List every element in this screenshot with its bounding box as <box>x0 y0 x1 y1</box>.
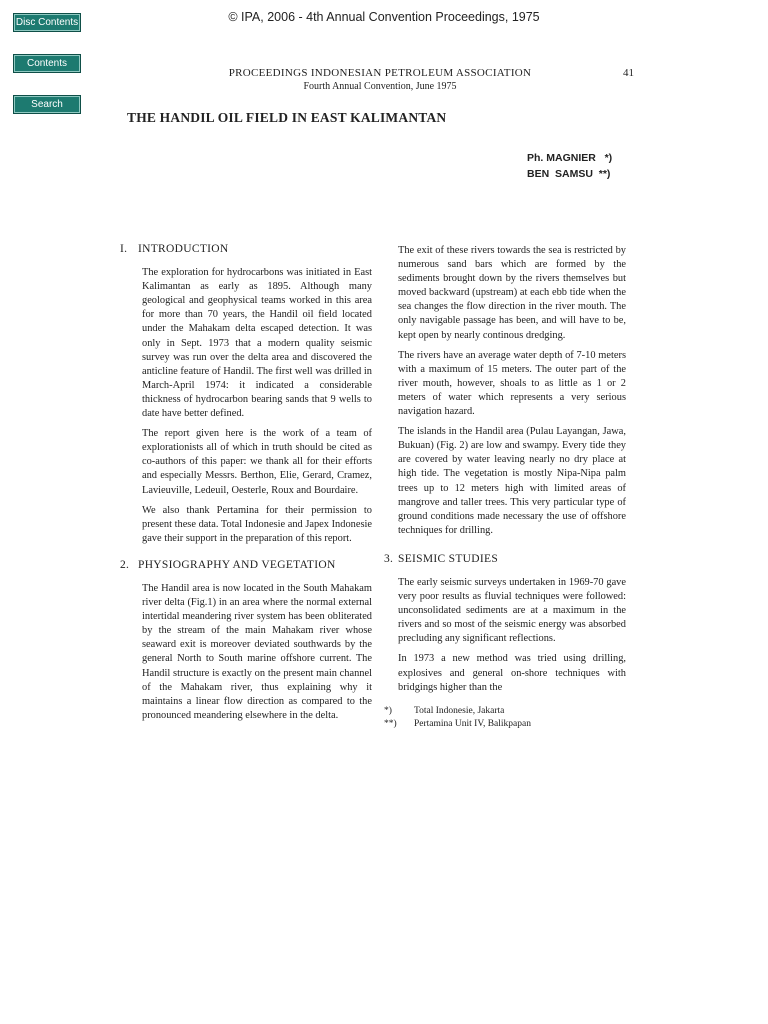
paper-title: THE HANDIL OIL FIELD IN EAST KALIMANTAN <box>127 110 447 125</box>
paragraph: In 1973 a new method was tried using drilling, explosives and general on-shore techniques with bridgings higher than the <box>398 653 626 693</box>
introduction-body <box>120 266 372 546</box>
right-column <box>384 244 626 731</box>
footnote <box>384 718 626 731</box>
paper-authors: Ph. MAGNIER *) BEN SAMSU **) <box>527 152 613 180</box>
paragraph: The report given here is the work of a team of explorationists all of which in truth should be cited as co-authors of this paper: we thank all for their efforts and especially Messrs. Berthon, Elie, Gerard, Cramez, Lavieuville, Ledeuil, Oesterle, Roux and Bourdaire. <box>142 428 372 496</box>
section-number: 2. <box>120 558 130 571</box>
copyright-notice: © IPA, 2006 - 4th Annual Convention Proceedings, 1975 <box>228 10 540 24</box>
contents-button[interactable]: Contents <box>13 54 81 73</box>
paragraph: The early seismic surveys undertaken in 1969-70 gave very poor results as fluvial techniques were followed: unconsolidated sediments are at a maximum in the rivers and so most of the seismic energy was absorbed precluding any significant reflections. <box>398 576 626 645</box>
section-number: 3. <box>384 552 394 565</box>
paragraph: We also thank Pertamina for their permission to present these data. Total Indonesie and Japex Indonesie gave their support in the preparation of this report. <box>142 504 372 544</box>
section-title: SEISMIC STUDIES <box>398 552 499 565</box>
page-number: 41 <box>623 67 634 79</box>
paragraph: The islands in the Handil area (Pulau Layangan, Jawa, Bukuan) (Fig. 2) are low and swampy. Every tide they are covered by water leaving nearly no dry place at high tide. The vegetation is mostly Nipa-Nipa palm trees up to 12 meters high with limited areas of mangrove and taller trees. This very particular type of ground conditions made necessary the use of offshore techniques for drilling. <box>398 426 626 536</box>
seismic-body <box>384 576 626 695</box>
physiography-body <box>120 582 372 723</box>
search-button[interactable]: Search <box>13 95 81 114</box>
section-number: I. <box>120 243 128 255</box>
journal-name: PROCEEDINGS INDONESIAN PETROLEUM ASSOCIATION <box>228 67 532 79</box>
section-title: INTRODUCTION <box>138 243 229 255</box>
section-heading-physiography <box>120 558 372 572</box>
journal-subtitle: Fourth Annual Convention, June 1975 <box>303 81 457 92</box>
footnote <box>384 705 626 718</box>
section-title: PHYSIOGRAPHY AND VEGETATION <box>138 558 336 571</box>
continued-body <box>384 244 626 538</box>
paragraph: The exit of these rivers towards the sea is restricted by numerous sand bars which are formed by the sediments brought down by the rivers themselves but moved backward (upstream) at each ebb tide when the sea changes the flow direction in the river mouth. The only navigable passage has been, and will have to be, kept open by nearly continous dredging. <box>398 245 626 341</box>
footnotes <box>384 705 626 731</box>
section-heading-introduction <box>120 242 372 256</box>
left-column <box>120 242 372 729</box>
paragraph: The Handil area is now located in the South Mahakam river delta (Fig.1) in an area where the normal external intertidal meandering river system has been obliterated by the stream of the main Mahakam river whose seaward exit is moreover deviated southwards by the general North to South marine offshore current. The Handil structure is exactly on the present main channel of the Mahakam river, thus explaining why it maintains a linear flow direction as compared to the pronounced meandering elsewhere in the delta. <box>142 582 372 721</box>
section-heading-seismic <box>384 552 626 566</box>
paragraph: The rivers have an average water depth of 7-10 meters with a maximum of 15 meters. The outer part of the river mouth, however, shoals to as little as 1 or 2 meters of water which represents a very serious navigation hazard. <box>398 349 626 418</box>
disc-contents-button[interactable]: Disc Contents <box>13 13 81 32</box>
paragraph: The exploration for hydrocarbons was initiated in East Kalimantan as early as 1895. Although many geological and geophysical teams worked in this area for more than 70 years, the Handil oil field located under the Mahakam delta escaped detection. It was only in Sept. 1973 that a modern quality seismic survey was run over the delta area and discovered the anticline feature of Handil. The first well was drilled in March-April 1974: it indicated a considerable thickness of hydrocarbon bearing sands that 9 wells to date have better defined. <box>142 267 372 420</box>
footnote-text: Total Indonesie, Jakarta <box>414 705 505 716</box>
footnote-mark: **) <box>384 718 397 729</box>
footnote-text: Pertamina Unit IV, Balikpapan <box>414 718 531 729</box>
footnote-mark: *) <box>384 705 392 716</box>
